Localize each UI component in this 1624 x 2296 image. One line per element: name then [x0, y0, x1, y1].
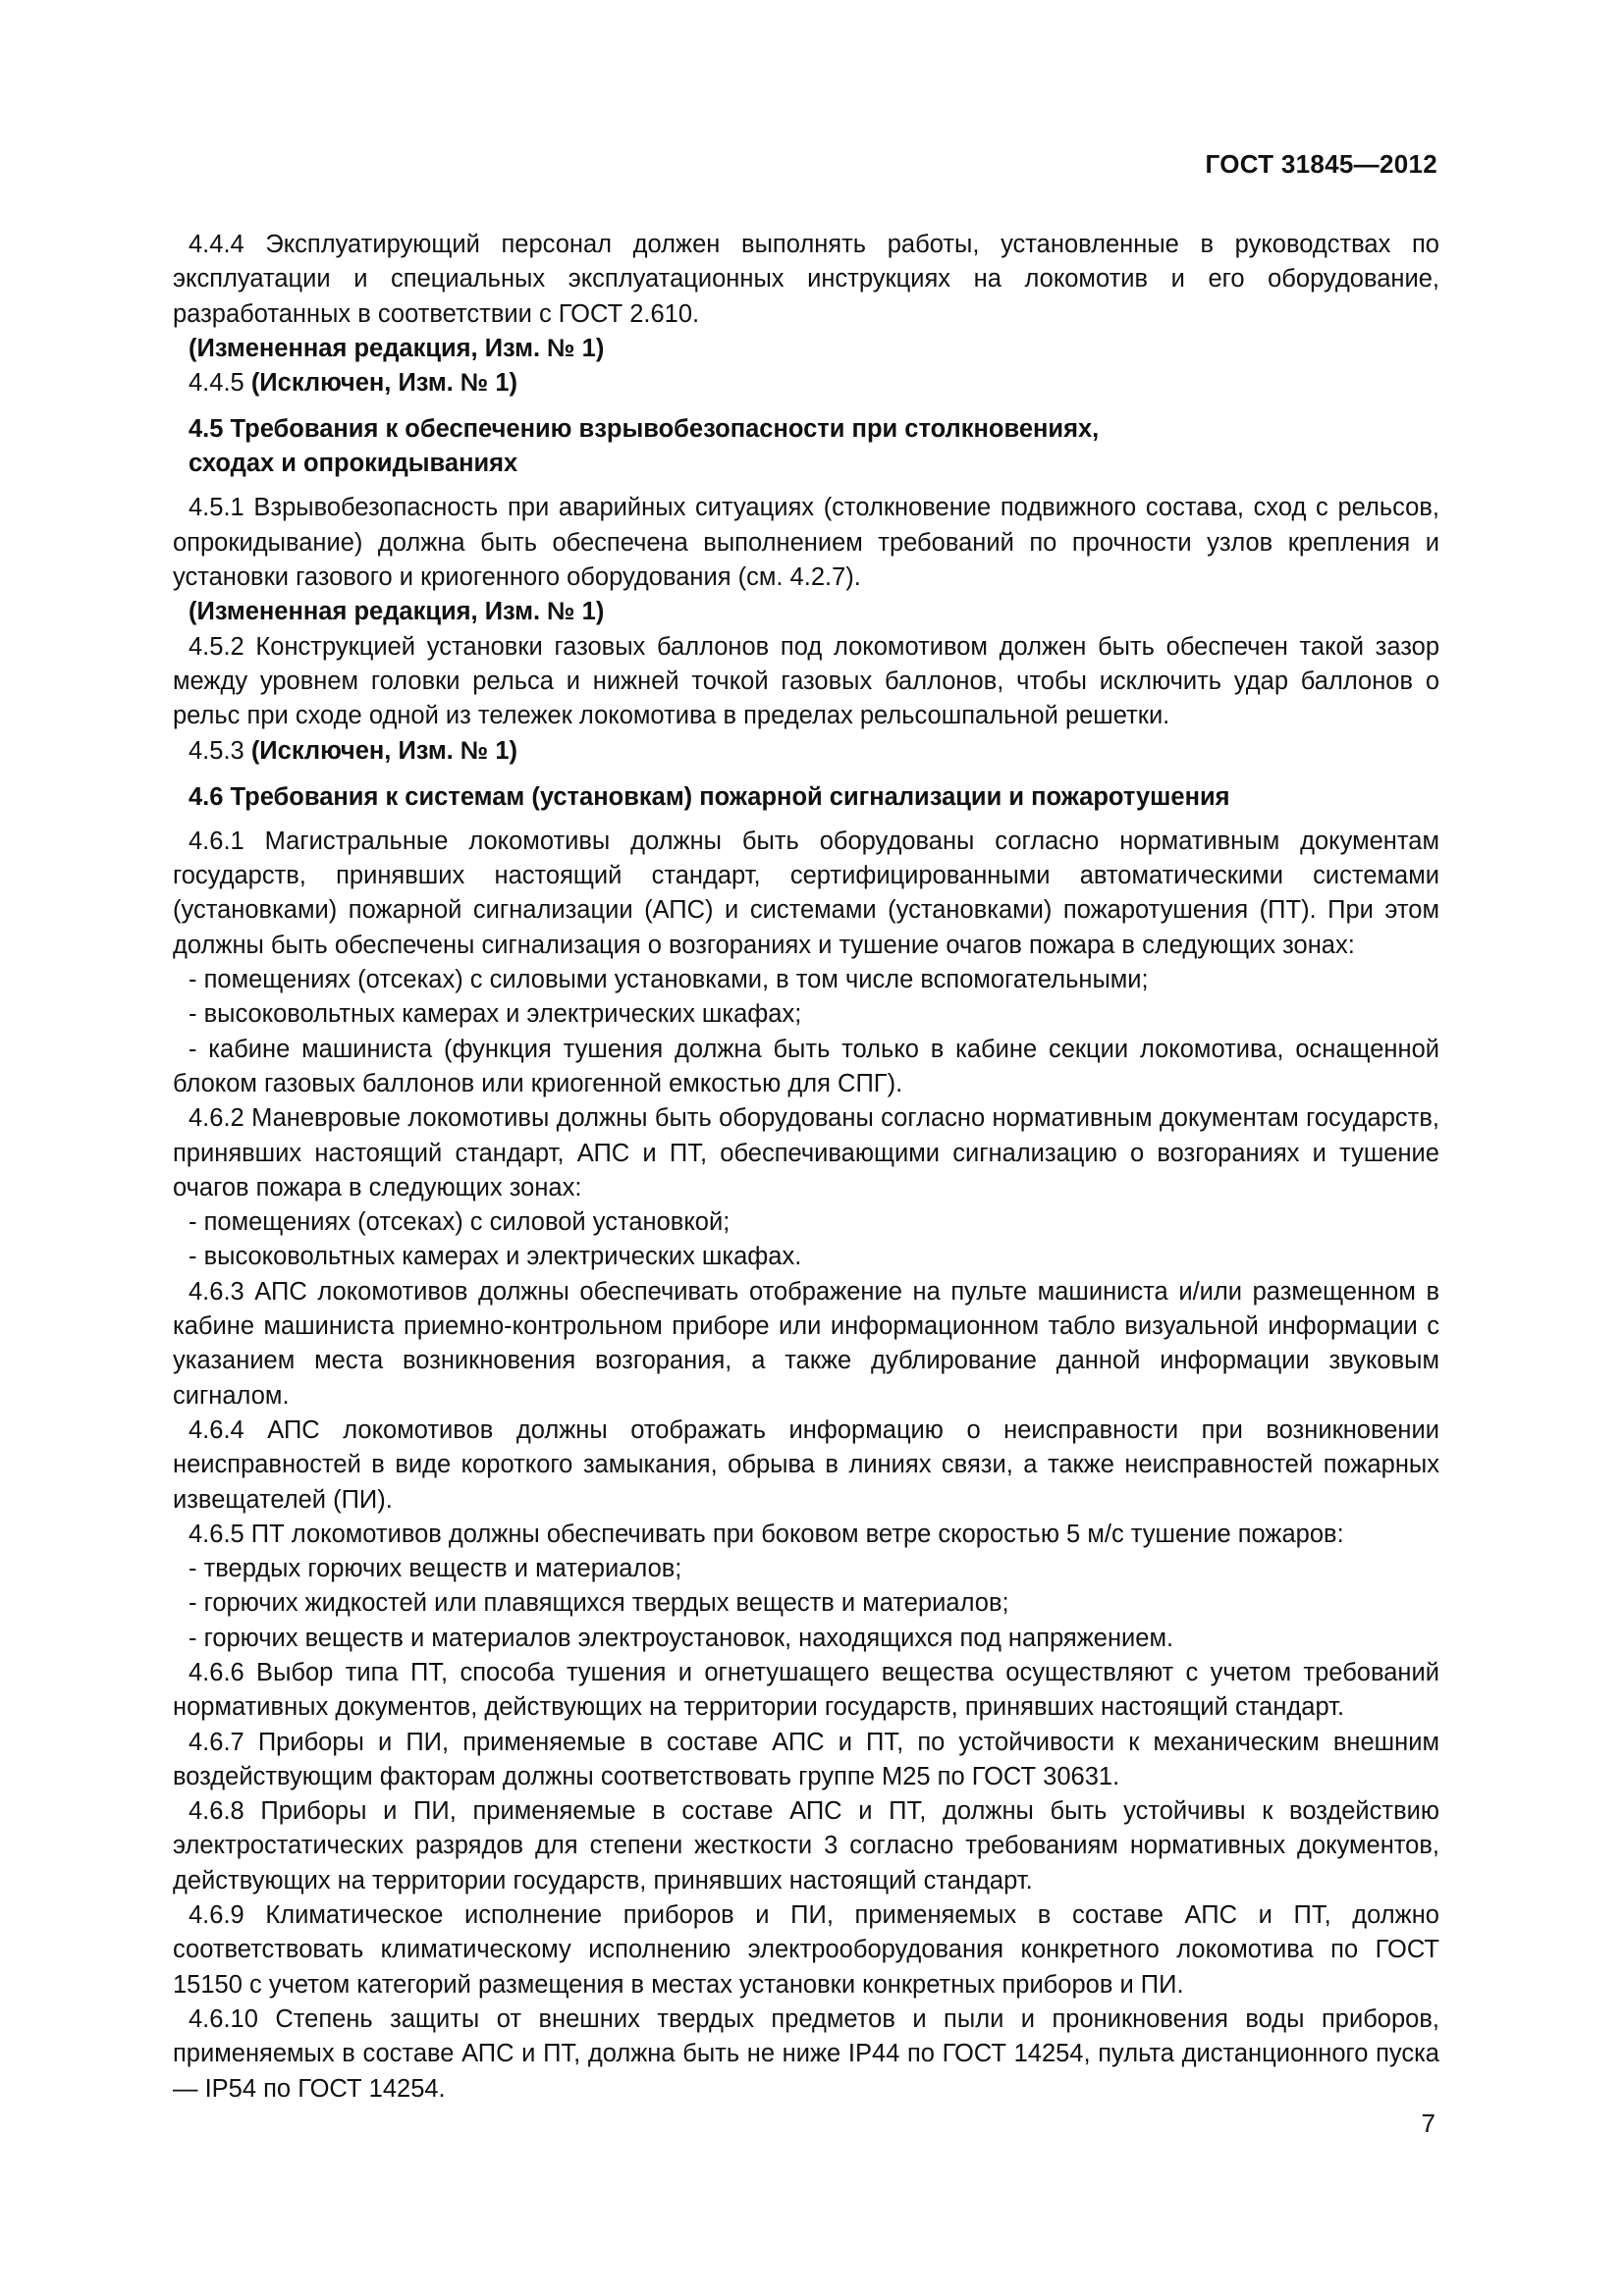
paragraph-4-4-4: 4.4.4 Эксплуатирующий персонал должен выполнять работы, установленные в руководствах по эксплуатации и специальных эксплуатационных инструкциях на локомотив и его оборудование, разработанных в соответствии с ГОСТ 2.610.	[173, 231, 1439, 328]
clause-number: 4.5.3	[189, 736, 251, 765]
section-heading-4-6: 4.6 Требования к системам (установкам) пожарной сигнализации и пожаротушения	[189, 782, 1230, 811]
paragraph-4-6-1: 4.6.1 Магистральные локомотивы должны быть оборудованы согласно нормативным документам государств, принявших настоящий стандарт, сертифицированными автоматическими системами (установками) пожарной сигнализации (АПС) и системами (установками) пожаротушения (ПТ). При этом должны быть обеспечены сигнализация о возгораниях и тушение очагов пожара в следующих зонах:	[173, 827, 1439, 959]
section-heading-line: сходах и опрокидываниях	[189, 450, 518, 478]
paragraph-4-5-1: 4.5.1 Взрывобезопасность при аварийных ситуациях (столкновение подвижного состава, сход с рельсов, опрокидывание) должна быть обеспечена выполнением требований по прочности узлов крепления и установки газового и криогенного оборудования (см. 4.2.7).	[173, 494, 1439, 592]
paragraph-4-6-2: 4.6.2 Маневровые локомотивы должны быть оборудованы согласно нормативным документам государств, принявших настоящий стандарт, АПС и ПТ, обеспечивающими сигнализацию о возгораниях и тушение очагов пожара в следующих зонах:	[173, 1104, 1439, 1201]
excluded-note: (Исключен, Изм. № 1)	[250, 736, 518, 765]
paragraph-4-6-3: 4.6.3 АПС локомотивов должны обеспечивать отображение на пульте машиниста и/или размещенном в кабине машиниста приемно-контрольном приборе или информационном табло визуальной информации с указанием места возникновения возгорания, а также дублирование данной информации звуковым сигналом.	[173, 1277, 1439, 1410]
list-item: - горючих веществ и материалов электроустановок, находящихся под напряжением.	[189, 1624, 1174, 1652]
paragraph-4-6-8: 4.6.8 Приборы и ПИ, применяемые в составе АПС и ПТ, должны быть устойчивы к воздействию электростатических разрядов для степени жесткости 3 согласно требованиям нормативных документов, действующих на территории государств, принявших настоящий стандарт.	[173, 1797, 1439, 1895]
document-code-header: ГОСТ 31845—2012	[1205, 149, 1437, 179]
paragraph-4-6-9: 4.6.9 Климатическое исполнение приборов и ПИ, применяемых в составе АПС и ПТ, должно соответствовать климатическому исполнению электрооборудования конкретного локомотива по ГОСТ 15150 с учетом категорий размещения в местах установки конкретных приборов и ПИ.	[173, 1901, 1439, 1999]
page-number: 7	[1421, 2109, 1435, 2138]
section-heading-line: 4.5 Требования к обеспечению взрывобезопасности при столкновениях,	[189, 415, 1100, 444]
paragraph-4-5-2: 4.5.2 Конструкцией установки газовых баллонов под локомотивом должен быть обеспечен такой зазор между уровнем головки рельса и нижней точкой газовых баллонов, чтобы исключить удар баллонов о рельс при сходе одной из тележек локомотива в пределах рельсошпальной решетки.	[173, 632, 1439, 730]
paragraph-4-6-4: 4.6.4 АПС локомотивов должны отображать информацию о неисправности при возникновении неисправностей в виде короткого замыкания, обрыва в линиях связи, а также неисправностей пожарных извещателей (ПИ).	[173, 1415, 1439, 1514]
paragraph-4-6-10: 4.6.10 Степень защиты от внешних твердых предметов и пыли и проникновения воды приборов, применяемых в составе АПС и ПТ, должна быть не ниже IP44 по ГОСТ 14254, пульта дистанционного пуска — IP54 по ГОСТ 14254.	[173, 2004, 1439, 2103]
list-item: - помещениях (отсеках) с силовой установкой;	[189, 1208, 731, 1237]
paragraph-4-4-5	[173, 366, 1439, 400]
clause-number: 4.4.5	[189, 369, 251, 398]
list-item: - твердых горючих веществ и материалов;	[189, 1555, 682, 1583]
list-item: - высоковольтных камерах и электрических шкафах;	[189, 1000, 802, 1029]
list-item: - помещениях (отсеках) с силовыми установками, в том числе вспомогательными;	[189, 966, 1149, 994]
paragraph-4-5-3	[173, 734, 1439, 769]
paragraph-4-6-5: 4.6.5 ПТ локомотивов должны обеспечивать при боковом ветре скоростью 5 м/с тушение пожаров:	[189, 1520, 1344, 1548]
paragraph-4-6-6: 4.6.6 Выбор типа ПТ, способа тушения и огнетушащего вещества осуществляют с учетом требований нормативных документов, действующих на территории государств, принявших настоящий стандарт.	[173, 1658, 1439, 1722]
section-heading-4-5	[189, 412, 1439, 481]
paragraph-4-6-7: 4.6.7 Приборы и ПИ, применяемые в составе АПС и ПТ, по устойчивости к механическим внешним воздействующим факторам должны соответствовать группе М25 по ГОСТ 30631.	[173, 1728, 1439, 1790]
list-item: - высоковольтных камерах и электрических шкафах.	[189, 1243, 802, 1271]
excluded-note: (Исключен, Изм. № 1)	[250, 369, 518, 398]
amendment-note: (Измененная редакция, Изм. № 1)	[189, 334, 605, 362]
document-body	[173, 228, 1439, 2107]
list-item: - горючих жидкостей или плавящихся твердых веществ и материалов;	[189, 1589, 1009, 1618]
amendment-note: (Измененная редакция, Изм. № 1)	[189, 598, 605, 626]
list-item: - кабине машиниста (функция тушения должна быть только в кабине секции локомотива, оснащенной блоком газовых баллонов или криогенной емкостью для СПГ).	[173, 1035, 1439, 1097]
